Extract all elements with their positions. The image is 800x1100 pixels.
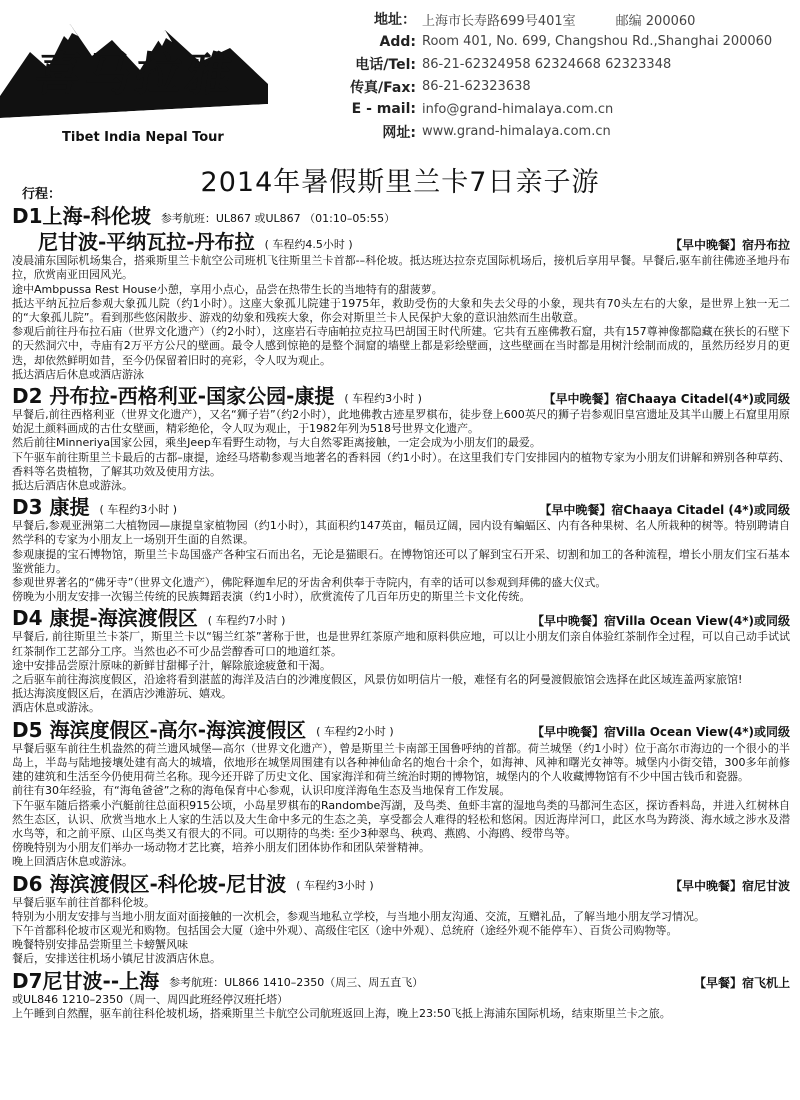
contact-fax: 传真/Fax: 86-21-62323638 [350, 79, 531, 96]
day-subheading [38, 230, 790, 254]
day-paragraph: 抵达后酒店休息或游泳。 [12, 479, 133, 493]
day-paragraph: 抵达平纳瓦拉后参观大象孤儿院（约1小时）。这座大象孤儿院建于1975年，救助受伤的大象和失去父母的小象，现共有70头左右的大象，是世界上独一无二的“大象孤儿院”。看到那些悠闲散步、游戏的幼象和残疾大象，你会对斯里兰卡人民保护大象的意识油然而生出敬意。 [12, 296, 790, 325]
contact-address-cn: 地址： 上海市长寿路699号401室 邮编 200060 [318, 8, 798, 31]
drive-time-note: ( 车程约2小时 ) [316, 725, 394, 739]
meal-hotel: 【早中晚餐】宿Chaaya Citadel(4*)或同级 [543, 391, 790, 406]
drive-time-note: ( 车程约3小时 ) [344, 391, 422, 405]
day-paragraph: 餐后，安排送往机场小镇尼甘波酒店休息。 [12, 952, 221, 966]
day-paragraph: 下午驱车前往斯里兰卡最后的古都–康提，途经马塔勒参观当地著名的香料园（约1小时）。在这里我们专门安排园内的植物专家为小朋友们讲解和辨别各种草药、香料等名贵植物，了解其功效及使用方法。 [12, 450, 790, 478]
contact-email: E - mail: info@grand-himalaya.com.cn [351, 101, 614, 118]
day-paragraph: 抵达海滨度假区后，在酒店沙滩游玩、嬉戏。 [12, 687, 232, 701]
flight-note: 参考航班：UL867 或UL867 （01:10–05:55） [160, 212, 396, 225]
day-paragraph: 下午首都科伦坡市区观光和购物。包括国会大厦（途中外观）、高级住宅区（途中外观）、总统府（途经外观不能停车）、百货公司购物等。 [12, 923, 678, 937]
meal-hotel: 【早中晚餐】宿Chaaya Citadel (4*)或同级 [539, 503, 790, 518]
day-heading [12, 495, 790, 519]
day-section [12, 384, 790, 493]
day-paragraph: 早餐后驱车前往生机盎然的荷兰遗风城堡—高尔（世界文化遗产），曾是斯里兰卡南部王国鲁呼纳的首都。荷兰城堡（约1小时）位于高尔市海边的一个很小的半岛上，半岛与陆地接壤处建有高大的城墙，依地形在城堡周围建有以各种神仙命名的炮台十余个，如海神、风神和曙光女神等。城堡内小街交错，300多年前修建的建筑和生活至今仍使用荷兰名称。现今还开辟了历史文化、国家海洋和荷兰统治时期的博物馆，城堡内的个人收藏博物馆有不少中国古钱币和瓷器。 [12, 741, 790, 784]
day-paragraph: 抵达酒店后休息或酒店游泳 [12, 367, 144, 381]
day-subtitle: 尼甘波-平纳瓦拉-丹布拉 [38, 230, 255, 255]
contact-website: 网址: www.grand-himalaya.com.cn [382, 124, 611, 141]
day-paragraph: 早餐后, 前往斯里兰卡茶厂，斯里兰卡以“锡兰红茶”著称于世，也是世界红茶原产地和原料供应地，可以让小朋友们亲自体验红茶制作全过程，可以自己动手试试红茶制作工艺部分工序。当然也必不可少品尝醇香可口的地道红茶。 [12, 630, 790, 658]
day-section [12, 718, 790, 870]
day-heading [12, 384, 790, 408]
day-title: D6 海滨渡假区-科伦坡-尼甘波 [12, 871, 287, 896]
drive-time-note: ( 车程约3小时 ) [296, 879, 374, 893]
logo-chinese-text: 喜马拉雅 [31, 47, 240, 101]
day-heading [12, 204, 790, 228]
meal-hotel: 【早中晚餐】宿Villa Ocean View(4*)或同级 [532, 725, 790, 740]
flight-note: 参考航班：UL866 1410–2350（周三、周五直飞） [169, 976, 424, 990]
day-section [12, 872, 790, 967]
meal-hotel: 【早餐】宿飞机上 [693, 976, 790, 991]
day-paragraph: 然后前往Minneriya国家公园，乘坐Jeep车看野生动物，与大自然零距离接触，一定会成为小朋友们的最爱。 [12, 436, 541, 450]
day-title: D4 康提-海滨渡假区 [12, 606, 198, 631]
day-paragraph: 途中安排品尝原汁原味的新鲜甘甜椰子汁，解除旅途疲惫和干渴。 [12, 658, 331, 672]
day-section [12, 495, 790, 604]
day-paragraph: 特别为小朋友安排与当地小朋友面对面接触的一次机会，参观当地私立学校，与当地小朋友沟通、交流，互赠礼品，了解当地小朋友学习情况。 [12, 909, 705, 923]
day-title: D5 海滨度假区-高尔-海滨渡假区 [12, 717, 307, 742]
day-section [12, 969, 790, 1021]
day-paragraph: 晚餐特别安排品尝斯里兰卡螃蟹风味 [12, 938, 188, 952]
day-heading [12, 872, 790, 896]
drive-time-note: ( 车程约4.5小时 ) [264, 238, 353, 251]
meal-hotel: 【早中晚餐】宿丹布拉 [669, 238, 790, 252]
logo-english-text: Tibet India Nepal Tour [62, 130, 224, 145]
day-paragraph: 下午驱车随后搭乘小汽艇前往总面积915公顷，小岛星罗棋布的Randombe泻湖，及鸟类、鱼虾丰富的湿地鸟类的马都河生态区，探访香料岛，并进入红树林自然生态区，认识、欣赏当地水上人家的生活以及大生命中多元的生态之美，享受都会人难得的轻松和悠闲。因近海岸河口，此区水鸟为跨淡、海水域之涉水及潜水鸟等，和之前平原、山区鸟类又有很大的不同。可以期待的鸟类: 至少3种翠鸟、秧鸡、燕鸥、小海鸥、绶带鸟等。 [12, 798, 790, 840]
day-paragraph: 早餐后,前往西格利亚（世界文化遗产），又名“狮子岩”（约2小时），此地佛教古迹星罗棋布，徒步登上600英尺的狮子岩参观旧皇宫遗址及其半山腰上石窟里用原始泥土颜料画成的古仕女壁画，精彩绝伦，令人叹为观止，于1982年列为518号世界文化遗产。 [12, 408, 790, 436]
contact-tel: 电话/Tel: 86-21-62324958 62324668 62323348 [355, 56, 672, 74]
postcode: 邮编 200060 [615, 13, 696, 29]
page-title: 2014年暑假斯里兰卡7日亲子游 [200, 167, 600, 198]
day-paragraph: 参观世界著名的“佛牙寺”（世界文化遗产），佛陀释迦牟尼的牙齿舍利供奉于寺院内，有幸的话可以参观到拜佛的盛大仪式。 [12, 576, 607, 590]
day-paragraph: 凌晨浦东国际机场集合，搭乘斯里兰卡航空公司班机飞往斯里兰卡首都-–科伦坡。抵达班达拉奈克国际机场后，接机后享用早餐。早餐后,驱车前往佛迹圣地丹布拉，欣赏南亚田园风光。 [12, 254, 790, 282]
day-paragraph: 早餐后驱车前往首都科伦坡。 [12, 895, 155, 909]
meal-hotel: 【早中晚餐】宿Villa Ocean View(4*)或同级 [532, 614, 790, 629]
contact-address-en: Add: Room 401, No. 699, Changshou Rd.,Shanghai 200060 [379, 33, 773, 50]
day-heading [12, 718, 790, 742]
day-paragraph: 上午睡到自然醒，驱车前往科伦坡机场，搭乘斯里兰卡航空公司航班返回上海，晚上23:50飞抵上海浦东国际机场，结束斯里兰卡之旅。 [12, 1006, 671, 1020]
day-paragraph: 之后驱车前往海滨度假区，沿途将看到湛蓝的海洋及洁白的沙滩度假区，风景仿如明信片一般，难怪有名的阿曼渡假旅馆会选择在此区域连盖两家旅馆! [12, 673, 743, 687]
day-paragraph: 酒店休息或游泳。 [12, 701, 100, 715]
day-title: D1上海-科伦坡 [12, 204, 151, 229]
day-title: D3 康提 [12, 495, 90, 520]
day-paragraph: 参观后前往丹布拉石庙（世界文化遗产）（约2小时），这座岩石寺庙帕拉克拉马巴胡国王时代所建。它共有五座佛教石窟，共有157尊神像都隐藏在狭长的石壁下的天然洞穴中，寺庙有2万平方公尺的壁画。最令人感到惊艳的是整个洞窟的墙壁上都是彩绘壁画，这些壁画在当时都是用树汁绘制而成的，虽然历经岁月的更迭，却依然鲜明如昔，至今仍保留着旧时的亮彩，令人叹为观止。 [12, 325, 790, 367]
day-heading [12, 606, 790, 630]
day-paragraph: 或UL846 1210–2350（周一、周四此班经停汉班托塔） [12, 992, 289, 1006]
day-paragraph: 早餐后,参观亚洲第二大植物园—康提皇家植物园（约1小时），其面积约147英亩，幅员辽阔，园内设有蝙蝠区、内有各种果树、名人所栽种的树等。特别聘请自然学科的专家为小朋友上一场别开生面的自然课。 [12, 519, 790, 547]
day-title: D2 丹布拉-西格利亚-国家公园-康提 [12, 384, 335, 409]
itinerary [12, 188, 790, 1021]
day-section [12, 204, 790, 382]
drive-time-note: ( 车程约7小时 ) [207, 614, 286, 628]
day-paragraph: 前往有30年经验，有“海龟爸爸”之称的海龟保育中心参观，认识印度洋海龟生态及当地保育工作发展。 [12, 784, 511, 798]
company-logo [0, 0, 268, 150]
header [0, 0, 800, 160]
day-section [12, 606, 790, 715]
drive-time-note: ( 车程约3小时 ) [99, 503, 178, 517]
day-paragraph: 途中Ambpussa Rest House小憩，享用小点心，品尝在热带生长的当地特有的甜菠萝。 [12, 282, 443, 296]
day-title: D7尼甘波--上海 [12, 968, 160, 993]
day-paragraph: 晚上回酒店休息或游泳。 [12, 855, 133, 869]
day-heading [12, 969, 790, 993]
day-paragraph: 傍晚特别为小朋友们举办一场动物才艺比赛，培养小朋友们团体协作和团队荣誉精神。 [12, 841, 430, 855]
day-paragraph: 参观康提的宝石博物馆，斯里兰卡岛国盛产各种宝石而出名，无论是猫眼石。在博物馆还可以了解到宝石开采、切割和加工的各种流程，增长小朋友们宝石基本鉴赏能力。 [12, 547, 790, 575]
meal-hotel: 【早中晚餐】宿尼甘波 [669, 879, 790, 894]
itinerary-label: 行程： [22, 187, 62, 202]
day-paragraph: 傍晚为小朋友安排一次锡兰传统的民族舞蹈表演（约1小时），欣赏流传了几百年历史的斯里兰卡文化传统。 [12, 590, 531, 604]
contact-info [318, 8, 798, 143]
